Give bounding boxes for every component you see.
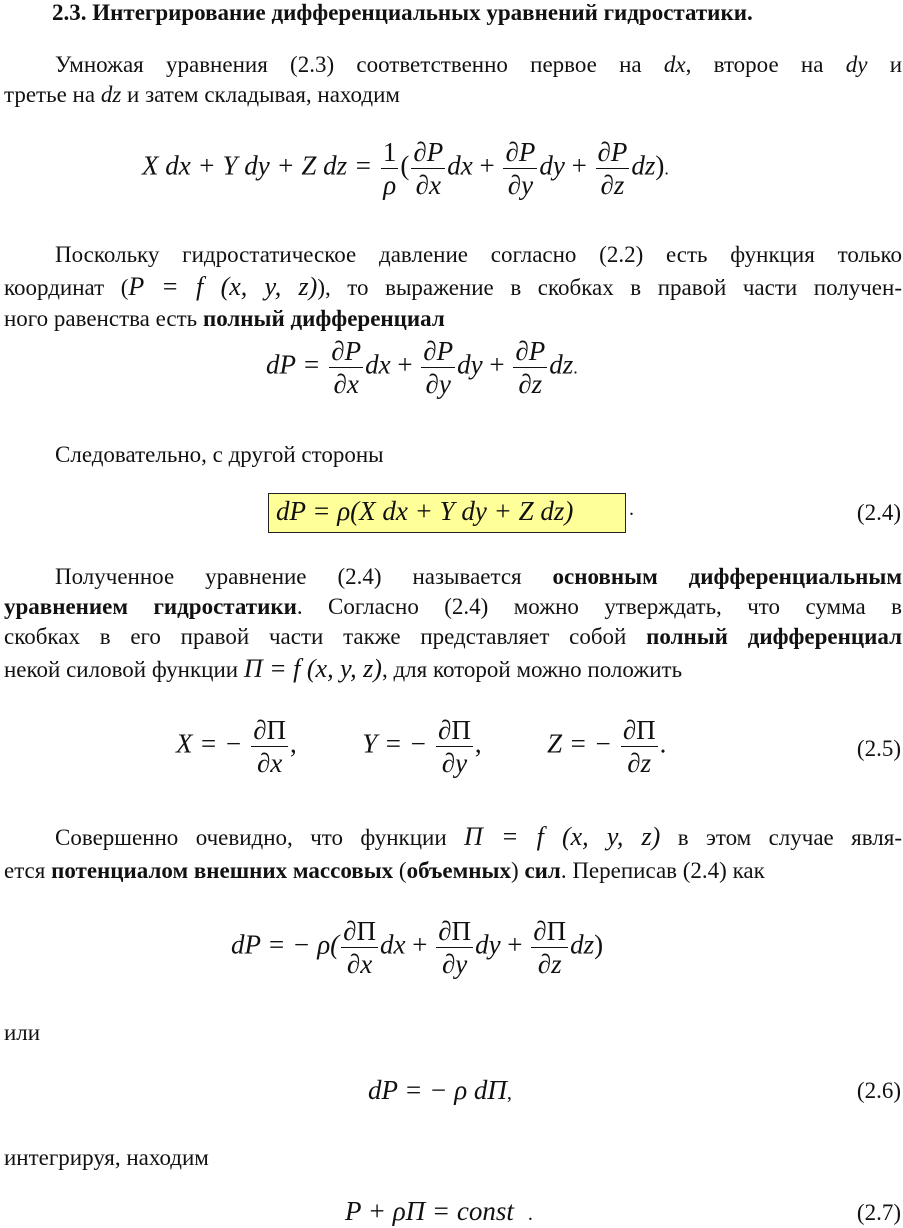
paragraph-3: Следовательно, с другой стороны	[55, 442, 384, 467]
paragraph-5-line-2: ется потенциалом внешних массовых (объемных) сил. Переписав (2.4) как	[4, 858, 765, 883]
paragraph-2-line-1: Поскольку гидростатическое давление согласно (2.2) есть функция только	[55, 242, 902, 267]
equation-2-4-dot: .	[629, 498, 634, 520]
section-heading: 2.3. Интегрирование дифференциальных уравнений гидростатики.	[52, 0, 753, 25]
paragraph-4-line-2: уравнением гидростатики. Согласно (2.4) можно утверждать, что сумма в	[4, 594, 902, 619]
paragraph-4-line-1: Полученное уравнение (2.4) называется основным дифференциальным	[55, 564, 902, 589]
paragraph-7: интегрируя, находим	[4, 1145, 209, 1170]
paragraph-2-line-2: координат (P = f (x, y, z)), то выражение в скобках в правой части получен-	[4, 272, 902, 301]
equation-2-5: X = − $\frac{\partial\Pi}{\partial x}$ , Y = − $\frac{\partial\Pi}{\partial y}$ , Z = − $\frac{\partial\Pi}{\partial z}$ .	[176, 715, 667, 778]
equation-number-2-7: (2.7)	[856, 1200, 901, 1225]
paragraph-2-line-3: ного равенства есть полный дифференциал	[4, 306, 445, 331]
equation-2-7: P + ρΠ = const .	[345, 1196, 533, 1226]
equation-5: dP = − ρ( $\frac{\partial\Pi}{\partial x}$ dx + $\frac{\partial\Pi}{\partial y}$ dy + $\frac{\partial\Pi}{\partial z}$ dz)	[231, 916, 604, 979]
equation-2-6: dP = − ρ dΠ,	[368, 1075, 512, 1105]
equation-number-2-6: (2.6)	[856, 1078, 901, 1103]
paragraph-6: или	[4, 1020, 41, 1045]
equation-1: X dx + Y dy + Z dz = $\frac{1}{\rho}$ ( $\frac{\partial P}{\partial x}$ dx + $\frac{\partial P}{\partial y}$ dy + $\frac{\partial P}{\partial z}$ dz).	[142, 137, 669, 200]
paragraph-1-line-2: третье на dz и затем складывая, находим	[4, 82, 400, 107]
paragraph-4-line-3: скобках в его правой части также представляет собой полный дифференциал	[4, 624, 902, 649]
equation-2-4: dP = ρ(X dx + Y dy + Z dz)	[276, 496, 574, 526]
paragraph-1-line-1: Умножая уравнения (2.3) соответственно первое на dx, второе на dy и	[55, 52, 903, 77]
paragraph-5-line-1: Совершенно очевидно, что функции Π = f (x, y, z) в этом случае явля-	[55, 822, 903, 851]
paragraph-4-line-4: некой силовой функции Π = f (x, y, z), для которой можно положить	[4, 654, 683, 683]
equation-2: dP = $\frac{\partial P}{\partial x}$ dx + $\frac{\partial P}{\partial y}$ dy + $\frac{\partial P}{\partial z}$ dz.	[266, 336, 578, 399]
equation-number-2-4: (2.4)	[856, 500, 901, 525]
equation-number-2-5: (2.5)	[856, 736, 901, 761]
